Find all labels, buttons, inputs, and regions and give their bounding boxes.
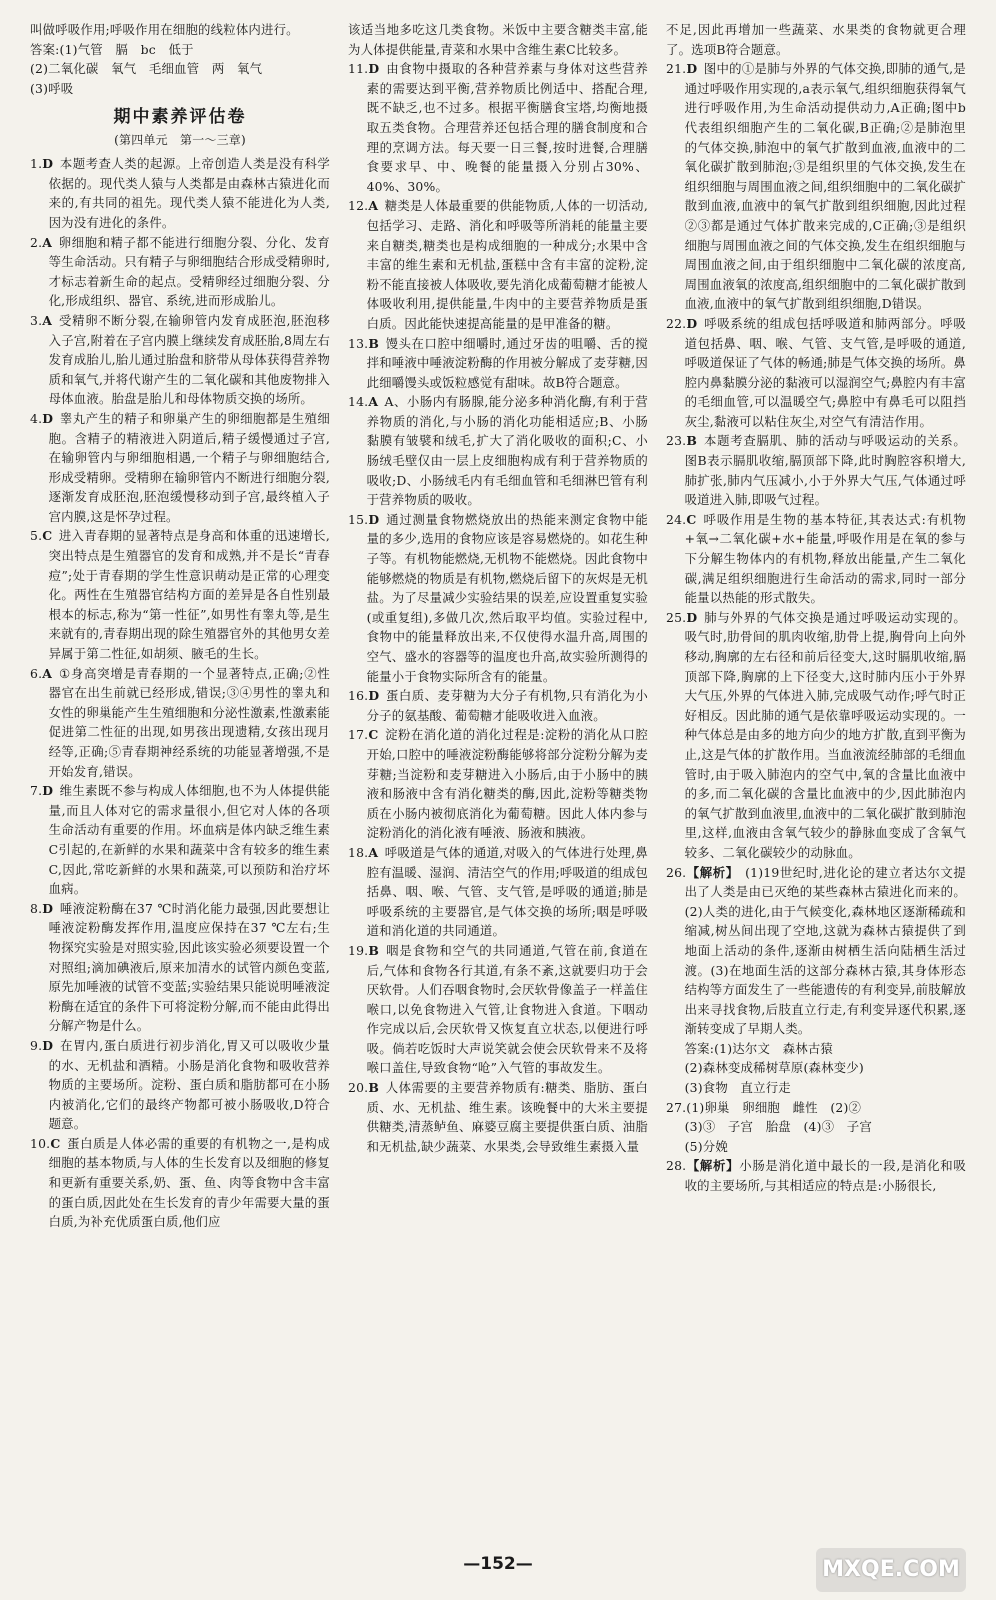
item-tag: D (686, 609, 698, 625)
item-number: 3. (30, 312, 43, 328)
item-26 (666, 863, 966, 1039)
item-number: 6. (30, 665, 43, 681)
item-14 (348, 392, 648, 510)
item-number: 23. (666, 433, 687, 449)
item-text: 在胃内,蛋白质进行初步消化,胃又可以吸收少量的水、无机盐和酒精。小肠是消化食物和吸收营养物质的主要场所。淀粉、蛋白质和脂肪都可在小肠内被消化,它们的最终产物都可被小肠吸收,D符合题意。 (48, 1037, 330, 1132)
item-number: 11. (348, 61, 369, 77)
item-12 (348, 196, 648, 333)
item-tag: D (368, 61, 380, 77)
item-text: 糖类是人体最重要的供能物质,人体的一切活动,包括学习、走路、消化和呼吸等所消耗的能量主要来自糖类,糖类也是构成细胞的一种成分;水果中含丰富的维生素和无机盐,蛋糕中含有丰富的淀粉,淀粉不能直接被人体吸收,要先消化成葡萄糖才能被人体吸收利用,提供能量,牛肉中的主要营养物质是蛋白质。因此能快速提高能量的是甲准备的糖。 (366, 198, 648, 331)
item27-line-3: (5)分娩 (684, 1138, 728, 1154)
item-number: 15. (348, 511, 369, 527)
item-text: 进入青春期的显著特点是身高和体重的迅速增长,突出特点是生殖器官的发育和成熟,并不是长“青春痘”;处于青春期的学生性意识萌动是正常的心理变化。两性在生殖器官结构方面的差异是各自性别最根本的标志,称为“第一性征”,如男性有睾丸等,是生来就有的,青春期出现的除生殖器官外的其他男女差异属于第二性征,如胡须、腋毛的生长。 (48, 528, 330, 662)
item-text: A、小肠内有肠腺,能分泌多种消化酶,有利于营养物质的消化,与小肠的消化功能相适应;B、小肠黏膜有皱襞和绒毛,扩大了消化吸收的面积;C、小肠绒毛壁仅由一层上皮细胞构成有利于营养物质的吸收;D、小肠绒毛内有毛细血管和毛细淋巴管有利于营养物质的吸收。 (366, 394, 648, 508)
item-tag: 【解析】 (686, 864, 739, 880)
item27-line-2: (3)③ 子宫 胎盘 (4)③ 子宫 (684, 1119, 872, 1135)
answer-line: 答案:(1)气管 膈 bc 低于 (30, 41, 194, 57)
item-number: 18. (348, 844, 369, 860)
item-number: 21. (666, 61, 687, 77)
ans26-line-3: (3)食物 直立行走 (684, 1080, 791, 1096)
item-text: 小肠是消化道中最长的一段,是消化和吸收的主要场所,与其相适应的特点是:小肠很长, (684, 1158, 966, 1194)
item-tag: A (368, 198, 379, 214)
page (30, 20, 966, 1540)
item-tag: D (42, 783, 54, 799)
item-text: 呼吸系统的组成包括呼吸道和肺两部分。呼吸道包括鼻、咽、喉、气管、支气管,是呼吸的通道,呼吸道保证了气体的畅通;肺是气体交换的场所。鼻腔内鼻黏膜分泌的黏液可以湿润空气;鼻腔内有丰富的毛细血管,可以温暖空气;鼻腔中有鼻毛可以阻挡灰尘,黏液可以粘住灰尘,对空气有清洁作用。 (684, 315, 966, 429)
item-tag: B (368, 942, 379, 958)
item-tag: A (42, 665, 53, 681)
item-number: 16. (348, 688, 369, 704)
item-10 (30, 1134, 330, 1232)
item-tag: C (42, 528, 53, 544)
item-23 (666, 431, 966, 509)
item-tag: A (368, 394, 379, 410)
item-text: 本题考查人类的起源。上帝创造人类是没有科学依据的。现代类人猿与人类都是由森林古猿进化而来的,有共同的祖先。现代类人猿不能进化为人类,因为没有进化的条件。 (48, 156, 330, 230)
item-text: 本题考查膈肌、肺的活动与呼吸运动的关系。图B表示膈肌收缩,膈顶部下降,此时胸腔容积增大,肺扩张,肺内气压减小,小于外界大气压,气体通过呼吸道进入肺,即吸气过程。 (684, 433, 966, 508)
page-number: —152— (463, 1554, 533, 1574)
item-text: 呼吸道是气体的通道,对吸入的气体进行处理,鼻腔有温暖、湿润、清洁空气的作用;呼吸道的组成包括鼻、咽、喉、气管、支气管,是呼吸的通道;肺是呼吸系统的主要器官,是气体交换的场所;咽是呼吸道和消化道的共同通道。 (366, 844, 648, 939)
item-tag: 【解析】 (686, 1158, 740, 1174)
item-text: ①身高突增是青春期的一个显著特点,正确;②性器官在出生前就已经形成,错误;③④男性的睾丸和女性的卵巢能产生生殖细胞和分泌性激素,性激素能促进第二性征的出现,如男孩出现遗精,女孩出现月经等,正确;⑤青春期神经系统的功能显著增强,不是开始发育,错误。 (48, 665, 330, 779)
column-3 (666, 20, 966, 1540)
col1-item-list (30, 154, 330, 1232)
item-text: 淀粉在消化道的消化过程是:淀粉的消化从口腔开始,口腔中的唾液淀粉酶能够将部分淀粉分解为麦芽糖;当淀粉和麦芽糖进入小肠后,由于小肠中的胰液和肠液中含有消化糖类的酶,因此,淀粉等糖类物质在小肠内被彻底消化为葡萄糖。因此人体内参与淀粉消化的消化液有唾液、肠液和胰液。 (366, 727, 648, 841)
item-tag: B (368, 1080, 379, 1096)
item-tag: D (368, 688, 380, 704)
item-16 (348, 686, 648, 725)
item-number: 22. (666, 315, 687, 331)
item-28 (666, 1156, 966, 1195)
item-text: 由食物中摄取的各种营养素与身体对这些营养素的需要达到平衡,营养物质比例适中、搭配合理,既不缺乏,也不过多。根据平衡膳食宝塔,均衡地摄取五类食物。合理营养还包括合理的膳食制度和合理的烹调方法。每天要一日三餐,按时进餐,合理膳食要求早、中、晚餐的能量摄入分别占30%、40%、30%。 (366, 61, 648, 194)
col2-intro: 该适当地多吃这几类食物。米饭中主要含糖类丰富,能为人体提供能量,青菜和水果中含维生素C比较多。 (348, 22, 648, 57)
item-text: 维生素既不参与构成人体细胞,也不为人体提供能量,而且人体对它的需求量很小,但它对人体的各项生命活动有重要的作用。坏血病是体内缺乏维生素C引起的,在新鲜的水果和蔬菜中含有较多的维生素C,因此,常吃新鲜的水果和蔬菜,可以预防和治疗坏血病。 (48, 783, 330, 897)
item-tag: C (50, 1135, 61, 1151)
item-number: 14. (348, 394, 369, 410)
ans26-line-2: (2)森林变成稀树草原(森林变少) (684, 1060, 864, 1076)
item-number: 13. (348, 335, 369, 351)
section-subtitle: (第四单元 第一～三章) (114, 133, 246, 148)
item-tag: D (686, 61, 698, 77)
item-text: 馒头在口腔中细嚼时,通过牙齿的咀嚼、舌的搅拌和唾液中唾液淀粉酶的作用被分解成了麦芽糖,因此细嚼馒头或饭粒感觉有甜味。故B符合题意。 (366, 335, 648, 390)
col3-intro: 不足,因此再增加一些蔬菜、水果类的食物就更合理了。选项B符合题意。 (666, 22, 966, 57)
item-21 (666, 59, 966, 314)
item-20 (348, 1078, 648, 1156)
item-number: 5. (30, 528, 43, 544)
item27-line-1: 27.(1)卵巢 卵细胞 雌性 (2)② (666, 1099, 862, 1115)
item-tag: C (686, 511, 697, 527)
item-text: 呼吸作用是生物的基本特征,其表达式:有机物+氧→二氧化碳+水+能量,呼吸作用是在氧的参与下分解生物体内的有机物,释放出能量,产生二氧化碳,满足组织细胞进行生命活动的需求,同时一部分能量以热能的形式散失。 (684, 511, 966, 606)
item-13 (348, 334, 648, 393)
item-text: 卵细胞和精子都不能进行细胞分裂、分化、发育等生命活动。只有精子与卵细胞结合形成受精卵时,才标志着新生命的起点。受精卵经过细胞分裂、分化,形成组织、器官、系统,进而形成胎儿。 (48, 234, 330, 309)
item-number: 4. (30, 410, 43, 426)
item-6 (30, 664, 330, 782)
item-tag: D (686, 315, 698, 331)
item-tag: D (42, 410, 54, 426)
item-15 (348, 510, 648, 686)
item-text: 蛋白质是人体必需的重要的有机物之一,是构成细胞的基本物质,与人体的生长发育以及细胞的修复和更新有重要关系,奶、蛋、鱼、肉等食物中含丰富的蛋白质,因此处在生长发育的青少年需要大量的蛋白质,为补充优质蛋白质,他们应 (48, 1135, 330, 1230)
col1-answer (30, 40, 330, 60)
item-text: 图中的①是肺与外界的气体交换,即肺的通气,是通过呼吸作用实现的,a表示氧气,组织细胞获得氧气进行呼吸作用,为生命活动提供动力,A正确;图中b代表组织细胞产生的二氧化碳,B正确;②是肺泡里的气体交换,肺泡中的氧气扩散到血液,血液中的二氧化碳扩散到肺泡;③是组织里的气体交换,发生在组织细胞与周围血液之间,组织细胞中的二氧化碳扩散到血液,血液中的氧气扩散到组织细胞,因此过程②③都是通过气体扩散来完成的,C正确;③是组织细胞与周围血液之间的气体交换,发生在组织细胞与周围血液之间,由于组织细胞中二氧化碳的浓度高,周围血液氧的浓度高,组织细胞中的二氧化碳扩散到血液,血液中的氧气扩散到组织细胞,D错误。 (684, 61, 966, 312)
item-text: (1)19世纪时,进化论的建立者达尔文提出了人类是由已灭绝的某些森林古猿进化而来的。(2)人类的进化,由于气候变化,森林地区逐渐稀疏和缩减,树丛间出现了空地,这就为森林古猿提供了到地面上活动的条件,逐渐由树栖生活向陆栖生活过渡。(3)在地面生活的这部分森林古猿,其身体形态结构等方面发生了一些能遗传的有利变异,前肢解放出来寻找食物,后肢直立行走,有利变异逐代积累,逐渐转变成了早期人类。 (684, 864, 966, 1037)
item-text: 睾丸产生的精子和卵巢产生的卵细胞都是生殖细胞。含精子的精液进入阴道后,精子缓慢通过子宫,在输卵管内与卵细胞相遇,一个精子与卵细胞结合,形成受精卵。受精卵在输卵管内不断进行细胞分裂,逐渐发育成胚泡,胚泡缓慢移动到子宫,最终植入子宫内膜,这是怀孕过程。 (48, 410, 330, 524)
item-text: 肺与外界的气体交换是通过呼吸运动实现的。吸气时,肋骨间的肌肉收缩,肋骨上提,胸骨向上向外移动,胸廓的左右径和前后径变大,这时膈肌收缩,膈顶部下降,胸廓的上下径变大,这时肺内压小于外界大气压,外界的气体进入肺,完成吸气动作;呼气时正好相反。因此肺的通气是依靠呼吸运动实现的。一种气体总是由多的地方向少的地方扩散,直到平衡为止,这是气体的扩散作用。当血液流经肺部的毛细血管时,由于吸入肺泡内的空气中,氧的含量比血液中的多,而二氧化碳的含量比血液中的少,因此肺泡内的氧气扩散到血液里,血液中的二氧化碳扩散到肺泡里,这样,血液由含氧气较少的静脉血变成了含氧气较多、二氧化碳较少的动脉血。 (684, 609, 966, 860)
item-number: 9. (30, 1037, 43, 1053)
item-number: 25. (666, 609, 687, 625)
item-number: 7. (30, 783, 43, 799)
item-19 (348, 941, 648, 1078)
item-4 (30, 409, 330, 527)
item-number: 20. (348, 1080, 369, 1096)
item-number: 8. (30, 900, 43, 916)
col2-item-list (348, 59, 648, 1156)
section-title: 期中素养评估卷 (113, 107, 247, 128)
item-8 (30, 899, 330, 1036)
item-tag: D (42, 156, 54, 172)
item-17 (348, 725, 648, 843)
col1-answer2: (2)二氧化碳 氧气 毛细血管 两 氧气 (30, 61, 263, 77)
item-text: 受精卵不断分裂,在输卵管内发育成胚泡,胚泡移入子宫,附着在子宫内膜上继续发育成胚胎,8周左右发育成胎儿,胎儿通过胎盘和脐带从母体获得营养物质和氧气,并将代谢产生的二氧化碳和其他废物排入母体血液。胎盘是胎儿和母体物质交换的场所。 (48, 312, 330, 407)
item-3 (30, 311, 330, 409)
item-text: 唾液淀粉酶在37 ℃时消化能力最强,因此要想让唾液淀粉酶发挥作用,温度应保持在37 ℃左右;生物探究实验是对照实验,因此该实验必须要设置一个对照组;滴加碘液后,原来加清水的试管内颜色变蓝,原先加唾液的试管不变蓝;实验结果只能说明唾液淀粉酶在适宜的条件下可将淀粉分解,而不能由此得出分解产物是什么。 (48, 900, 330, 1034)
item-24 (666, 510, 966, 608)
ans26-line-1: 答案:(1)达尔文 森林古猿 (684, 1040, 834, 1056)
item-tag: D (42, 1037, 54, 1053)
item-1 (30, 154, 330, 232)
item-tag: D (42, 900, 54, 916)
item-text: 蛋白质、麦芽糖为大分子有机物,只有消化为小分子的氨基酸、葡萄糖才能吸收进入血液。 (366, 688, 648, 723)
item-tag: C (368, 727, 379, 743)
item-22 (666, 314, 966, 432)
column-1 (30, 20, 330, 1540)
item-tag: A (368, 844, 379, 860)
item-tag: B (686, 433, 697, 449)
item-number: 12. (348, 198, 369, 214)
item-text: 人体需要的主要营养物质有:糖类、脂肪、蛋白质、水、无机盐、维生素。该晚餐中的大米主要提供糖类,清蒸鲈鱼、麻婆豆腐主要提供蛋白质、油脂和无机盐,缺少蔬菜、水果类,会导致维生素摄入量 (366, 1080, 648, 1154)
item-25 (666, 608, 966, 863)
item-tag: A (42, 312, 53, 328)
item-number: 26. (666, 864, 687, 880)
item-5 (30, 526, 330, 663)
item-18 (348, 843, 648, 941)
item-tag: B (368, 335, 379, 351)
item-9 (30, 1036, 330, 1134)
item-text: 通过测量食物燃烧放出的热能来测定食物中能量的多少,选用的食物应该是容易燃烧的。如花生种子等。有机物能燃烧,无机物不能燃烧。因此食物中能够燃烧的物质是有机物,燃烧后留下的灰烬是无机盐。为了尽量减少实验结果的误差,应设置重复实验(或重复组),多做几次,然后取平均值。实验过程中,食物中的能量释放出来,不仅使得水温升高,周围的空气、盛水的容器等的温度也升高,故实验所测得的能量小于食物实际所含有的能量。 (366, 511, 648, 684)
column-2 (348, 20, 648, 1540)
item-11 (348, 59, 648, 196)
item-number: 1. (30, 156, 43, 172)
item-number: 24. (666, 511, 687, 527)
item-7 (30, 781, 330, 899)
item-number: 19. (348, 942, 369, 958)
item-number: 10. (30, 1135, 51, 1151)
item-tag: A (42, 234, 53, 250)
col1-answer3: (3)呼吸 (30, 80, 74, 96)
item-number: 2. (30, 234, 43, 250)
col1-intro: 叫做呼吸作用;呼吸作用在细胞的线粒体内进行。 (30, 22, 299, 37)
item-number: 17. (348, 727, 369, 743)
item-tag: D (368, 511, 380, 527)
watermark-logo: MXQE.COM (816, 1548, 966, 1592)
item-text: 咽是食物和空气的共同通道,气管在前,食道在后,气体和食物各行其道,有条不紊,这就要归功于会厌软骨。人们吞咽食物时,会厌软骨像盖子一样盖住喉口,以免食物进入气管,让食物进入食道。下咽动作完成以后,会厌软骨又恢复直立状态,以便进行呼吸。倘若吃饭时大声说笑就会使会厌软骨来不及将喉口盖住,导致食物“呛”入气管的事故发生。 (366, 942, 648, 1076)
item-number: 28. (666, 1158, 687, 1174)
col3-item-list (666, 59, 966, 1039)
item-2 (30, 233, 330, 311)
